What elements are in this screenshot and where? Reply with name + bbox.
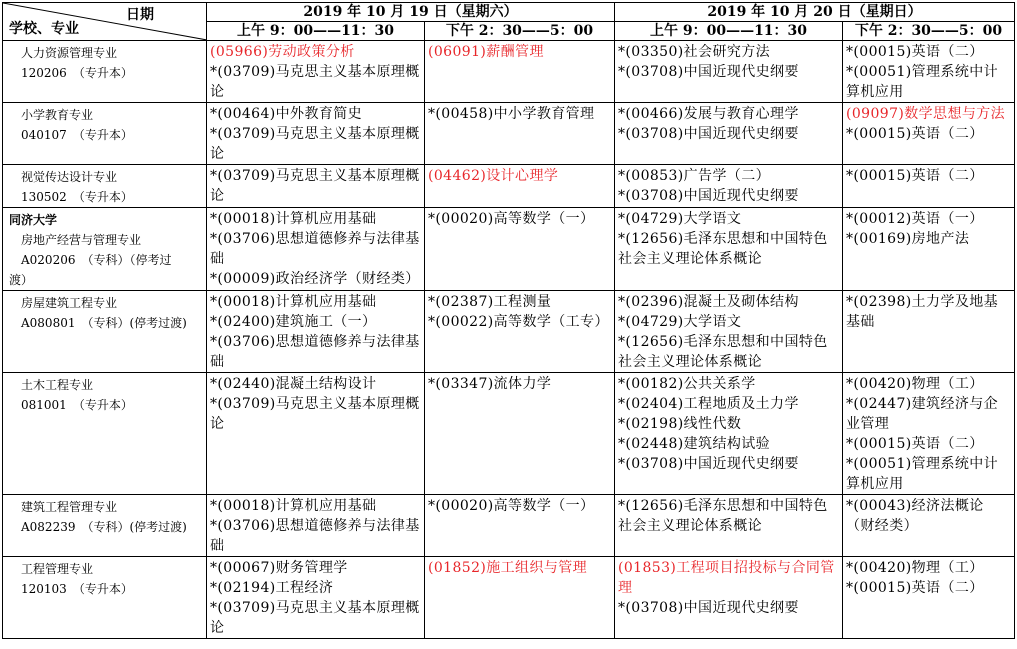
major-name: 建筑工程管理专业 <box>21 500 118 514</box>
major-code: 040107 <box>21 128 67 142</box>
exam-cell-sun-am <box>615 103 843 165</box>
major-code: A080801 <box>21 316 76 330</box>
exam-course: *(00015)英语（二） <box>846 436 984 452</box>
major-code: A020206 <box>21 253 76 267</box>
exam-course: *(00043)经济法概论（财经类） <box>846 498 984 534</box>
exam-course: *(03350)社会研究方法 <box>618 44 771 60</box>
exam-course: *(02440)混凝土结构设计 <box>210 376 377 392</box>
major-code-line <box>3 395 206 415</box>
major-name: 人力资源管理专业 <box>21 46 118 60</box>
exam-cell-sun-am <box>615 291 843 373</box>
exam-course: *(00169)房地产法 <box>846 231 970 247</box>
major-cell <box>3 208 207 291</box>
exam-cell-sat-pm <box>425 495 615 557</box>
exam-course: *(12656)毛泽东思想和中国特色社会主义理论体系概论 <box>618 334 828 370</box>
major-cell <box>3 291 207 373</box>
schedule-table <box>2 2 1015 639</box>
major-type: （专升本） <box>72 398 133 412</box>
table-row <box>3 103 1015 165</box>
exam-cell-sat-pm <box>425 557 615 639</box>
major-type-continued: 渡） <box>9 273 34 287</box>
exam-course: *(03706)思想道德修养与法律基础 <box>210 518 420 554</box>
major-type: （专科）(停考过渡) <box>81 316 187 330</box>
exam-course: *(03708)中国近现代史纲要 <box>618 456 799 472</box>
major-name: 小学教育专业 <box>21 108 94 122</box>
session-header-sat-am: 上午 9：00——11：30 <box>207 22 425 41</box>
major-code-line <box>3 125 206 145</box>
exam-course: *(00015)英语（二） <box>846 580 984 596</box>
exam-cell-sat-am <box>207 291 425 373</box>
session-header-sun-pm: 下午 2：30——5：00 <box>843 22 1015 41</box>
session-header-sat-pm: 下午 2：30——5：00 <box>425 22 615 41</box>
exam-cell-sat-am <box>207 495 425 557</box>
major-name: 房屋建筑工程专业 <box>21 296 118 310</box>
exam-course: *(00012)英语（一） <box>846 211 984 227</box>
exam-course: *(03347)流体力学 <box>428 376 552 392</box>
exam-course: *(03709)马克思主义基本原理概论 <box>210 600 420 636</box>
exam-cell-sat-pm <box>425 165 615 208</box>
major-cell <box>3 41 207 103</box>
exam-course: *(03706)思想道德修养与法律基础 <box>210 334 420 370</box>
exam-schedule <box>2 2 1014 639</box>
exam-cell-sun-pm <box>843 373 1015 495</box>
exam-course: *(00458)中小学教育管理 <box>428 106 595 122</box>
exam-cell-sun-am <box>615 373 843 495</box>
exam-course: *(00020)高等数学（一） <box>428 211 595 227</box>
exam-course: *(04729)大学语文 <box>618 211 742 227</box>
exam-course-new: (04462)设计心理学 <box>428 168 559 184</box>
university-name: 同济大学 <box>9 213 58 227</box>
exam-course: *(00420)物理（工） <box>846 560 984 576</box>
exam-course: *(00015)英语（二） <box>846 44 984 60</box>
exam-course: *(02387)工程测量 <box>428 294 552 310</box>
exam-cell-sun-pm <box>843 557 1015 639</box>
major-name: 工程管理专业 <box>21 562 94 576</box>
exam-course: *(03709)马克思主义基本原理概论 <box>210 168 420 204</box>
exam-course: *(00018)计算机应用基础 <box>210 294 377 310</box>
session-header-sun-am: 上午 9：00——11：30 <box>615 22 843 41</box>
exam-course: *(03709)马克思主义基本原理概论 <box>210 396 420 432</box>
exam-course: *(00009)政治经济学（财经类） <box>210 271 420 287</box>
major-type: （专升本） <box>72 128 133 142</box>
exam-course-new: (01852)施工组织与管理 <box>428 560 588 576</box>
exam-course: *(00051)管理系统中计算机应用 <box>846 64 999 100</box>
exam-course: *(03709)马克思主义基本原理概论 <box>210 64 420 100</box>
exam-cell-sat-am <box>207 41 425 103</box>
major-name: 房地产经营与管理专业 <box>21 233 142 247</box>
exam-course: *(03708)中国近现代史纲要 <box>618 126 799 142</box>
major-cell <box>3 103 207 165</box>
major-type: （专升本） <box>72 66 133 80</box>
exam-cell-sat-pm <box>425 291 615 373</box>
exam-course: *(00015)英语（二） <box>846 126 984 142</box>
exam-course: *(02404)工程地质及土力学 <box>618 396 799 412</box>
exam-course: *(02400)建筑施工（一） <box>210 314 377 330</box>
exam-cell-sat-am <box>207 165 425 208</box>
exam-course: *(04729)大学语文 <box>618 314 742 330</box>
exam-course: *(00182)公共关系学 <box>618 376 756 392</box>
exam-course: *(00420)物理（工） <box>846 376 984 392</box>
major-type: （专升本） <box>72 190 133 204</box>
exam-cell-sun-pm <box>843 291 1015 373</box>
exam-cell-sun-am <box>615 41 843 103</box>
exam-course: *(03706)思想道德修养与法律基础 <box>210 231 420 267</box>
major-cell <box>3 557 207 639</box>
exam-course: *(00018)计算机应用基础 <box>210 211 377 227</box>
corner-date-label: 日期 <box>126 7 154 23</box>
corner-major-label: 学校、专业 <box>9 21 79 37</box>
major-code-line <box>3 313 206 333</box>
exam-course: *(02448)建筑结构试验 <box>618 436 771 452</box>
major-code: 081001 <box>21 398 67 412</box>
exam-course: *(12656)毛泽东思想和中国特色社会主义理论体系概论 <box>618 231 828 267</box>
exam-course-new: (05966)劳动政策分析 <box>210 44 355 60</box>
date-header-sat: 2019 年 10 月 19 日（星期六） <box>207 3 615 22</box>
exam-course: *(02447)建筑经济与企业管理 <box>846 396 999 432</box>
major-code: 130502 <box>21 190 67 204</box>
table-row <box>3 208 1015 291</box>
exam-course-new: (01853)工程项目招投标与合同管理 <box>618 560 835 596</box>
exam-course: *(02398)土力学及地基基础 <box>846 294 999 330</box>
exam-course: *(00464)中外教育简史 <box>210 106 363 122</box>
exam-cell-sun-am <box>615 557 843 639</box>
major-code-line <box>3 579 206 599</box>
major-cell <box>3 373 207 495</box>
exam-course: *(00020)高等数学（一） <box>428 498 595 514</box>
exam-cell-sat-pm <box>425 41 615 103</box>
exam-cell-sun-pm <box>843 41 1015 103</box>
major-name: 土木工程专业 <box>21 378 94 392</box>
major-code-line <box>3 250 206 270</box>
date-header-sun: 2019 年 10 月 20 日（星期日） <box>615 3 1015 22</box>
exam-course: *(02396)混凝土及砌体结构 <box>618 294 799 310</box>
exam-course: *(03708)中国近现代史纲要 <box>618 188 799 204</box>
exam-cell-sun-pm <box>843 165 1015 208</box>
exam-course-new: (06091)薪酬管理 <box>428 44 544 60</box>
exam-cell-sun-am <box>615 208 843 291</box>
major-code-line <box>3 63 206 83</box>
exam-course: *(03709)马克思主义基本原理概论 <box>210 126 420 162</box>
major-code: A082239 <box>21 520 76 534</box>
exam-course: *(12656)毛泽东思想和中国特色社会主义理论体系概论 <box>618 498 828 534</box>
exam-cell-sat-am <box>207 103 425 165</box>
exam-course: *(03708)中国近现代史纲要 <box>618 64 799 80</box>
exam-course: *(00051)管理系统中计算机应用 <box>846 456 999 492</box>
exam-cell-sat-pm <box>425 103 615 165</box>
major-code: 120206 <box>21 66 67 80</box>
exam-course: *(00015)英语（二） <box>846 168 984 184</box>
major-code-line <box>3 517 206 537</box>
major-code: 120103 <box>21 582 67 596</box>
exam-course: *(00018)计算机应用基础 <box>210 498 377 514</box>
exam-cell-sun-am <box>615 495 843 557</box>
exam-course: *(00067)财务管理学 <box>210 560 348 576</box>
exam-course: *(02194)工程经济 <box>210 580 334 596</box>
major-code-line <box>3 187 206 207</box>
exam-cell-sun-pm <box>843 103 1015 165</box>
table-row <box>3 291 1015 373</box>
table-row <box>3 373 1015 495</box>
exam-course: *(00466)发展与教育心理学 <box>618 106 799 122</box>
exam-course: *(03708)中国近现代史纲要 <box>618 600 799 616</box>
major-cell <box>3 495 207 557</box>
table-row <box>3 41 1015 103</box>
table-row <box>3 495 1015 557</box>
exam-course: *(00022)高等数学（工专） <box>428 314 609 330</box>
exam-course: *(02198)线性代数 <box>618 416 742 432</box>
major-name: 视觉传达设计专业 <box>21 170 118 184</box>
schedule-body <box>3 41 1015 639</box>
exam-course-new: (09097)数学思想与方法 <box>846 106 1006 122</box>
exam-cell-sat-am <box>207 557 425 639</box>
exam-cell-sat-pm <box>425 373 615 495</box>
exam-cell-sun-pm <box>843 495 1015 557</box>
major-type: （专科）(停考过渡) <box>81 520 187 534</box>
exam-course: *(00853)广告学（二） <box>618 168 771 184</box>
exam-cell-sat-pm <box>425 208 615 291</box>
exam-cell-sun-am <box>615 165 843 208</box>
exam-cell-sat-am <box>207 373 425 495</box>
table-row <box>3 557 1015 639</box>
header-corner-cell <box>3 3 207 41</box>
major-type: （专升本） <box>72 582 133 596</box>
exam-cell-sat-am <box>207 208 425 291</box>
exam-cell-sun-pm <box>843 208 1015 291</box>
major-cell <box>3 165 207 208</box>
table-row <box>3 165 1015 208</box>
major-type: （专科）（停考过 <box>81 253 172 267</box>
